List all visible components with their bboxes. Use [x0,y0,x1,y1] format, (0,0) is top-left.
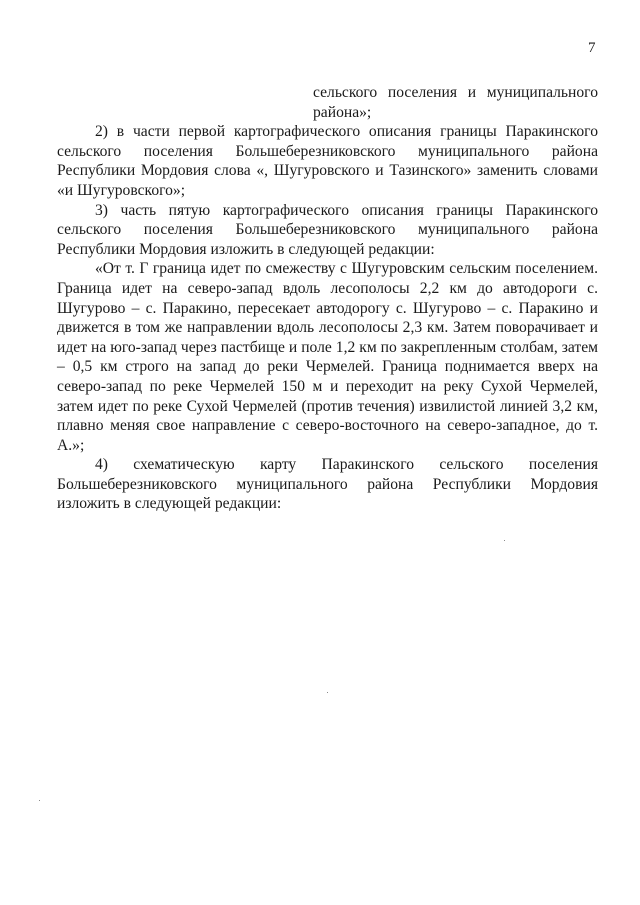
paragraph-item-4: 4) схематическую карту Паракинского сельского поселения Большеберезниковского муниципального района Республики Мордовия изложить в следующей редакции: [57,456,598,513]
paragraph-item-2: 2) в части первой картографического описания границы Паракинского сельского поселения Большеберезниковского муниципального района Республики Мордовия слова «, Шугуровского и Тазинского» заменить словами «и Шугуровского»; [57,123,598,199]
scan-speck [504,540,505,541]
continuation-text: сельского поселения и муниципального района»; [313,84,598,121]
page-number: 7 [588,40,596,56]
paragraph-quote-description: «От т. Г граница идет по смежеству с Шугуровским сельским поселением. Граница идет на северо-запад вдоль лесополосы 2,2 км до автодороги с. Шугурово – с. Паракино, пересекает автодорогу с. Шугурово – с. Паракино и движется в том же направлении вдоль лесополосы 2,3 км. Затем поворачивает и идет на юго-запад через пастбище и поле 1,2 км по закрепленным столбам, затем – 0,5 км строго на запад до реки Чермелей. Граница поднимается вверх на северо-запад по реке Чермелей 150 м и переходит на реку Сухой Чермелей, затем идет по реке Сухой Чермелей (против течения) извилистой линией 3,2 км, плавно меняя свое направление с северо-восточного на северо-западное, до т. А.»; [57,260,598,454]
document-body [57,83,598,514]
scan-speck [39,800,40,801]
paragraph-item-3: 3) часть пятую картографического описания границы Паракинского сельского поселения Большеберезниковского муниципального района Республики Мордовия изложить в следующей редакции: [57,201,598,258]
scan-speck [327,692,328,693]
